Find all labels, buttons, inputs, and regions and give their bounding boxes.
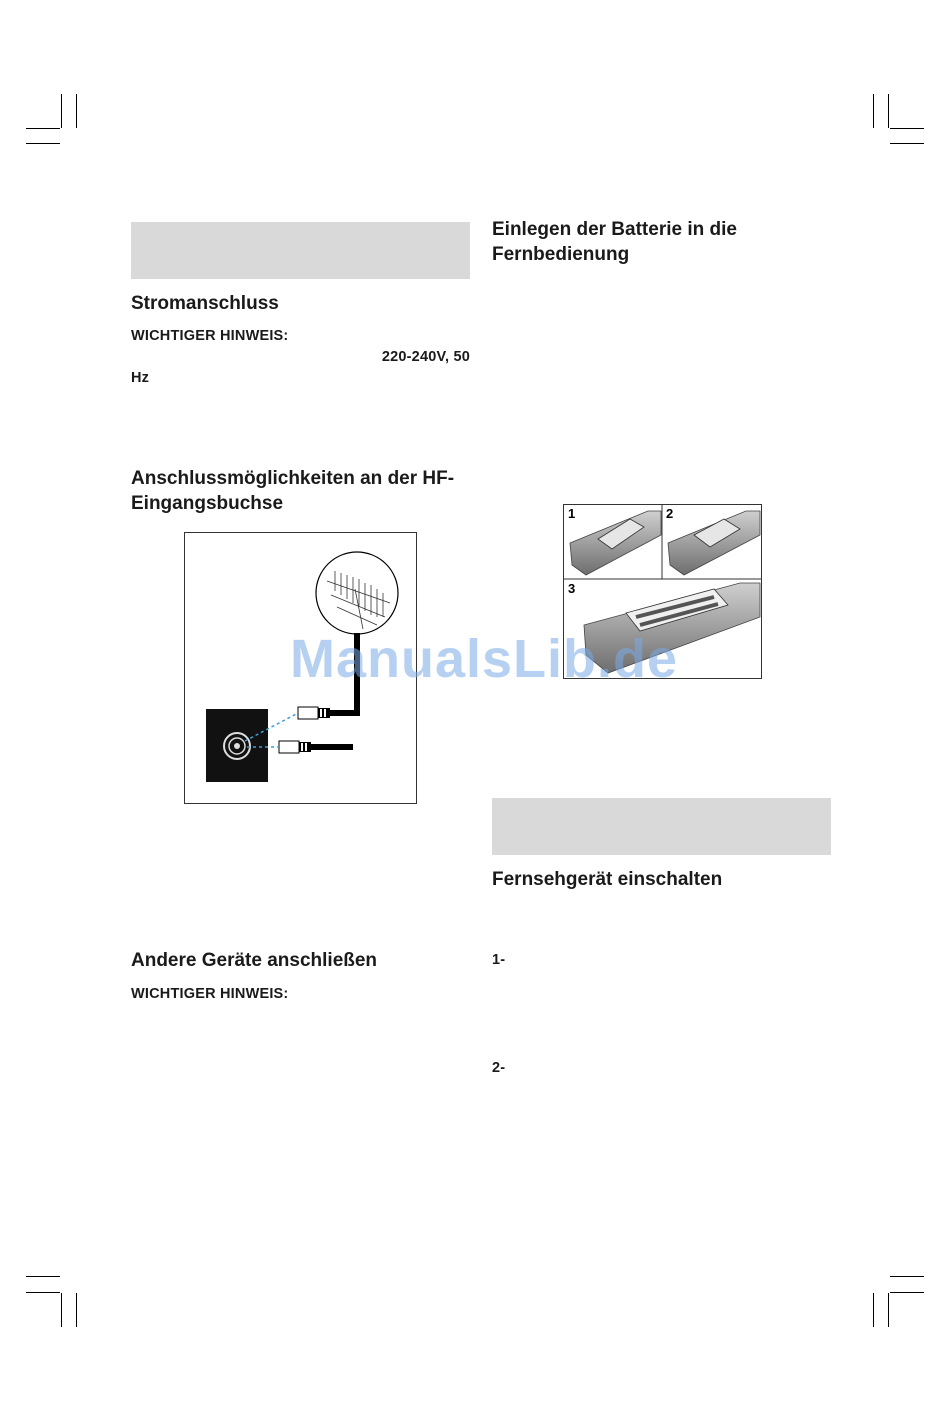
- heading-connect-other-devices: Andere Geräte anschließen: [131, 950, 378, 971]
- section-banner: [131, 222, 470, 279]
- heading-rf-input: [131, 466, 491, 516]
- crop-mark: [873, 1293, 874, 1327]
- crop-mark: [26, 143, 60, 144]
- crop-mark: [26, 1276, 60, 1277]
- crop-mark: [61, 1293, 62, 1327]
- watermark: ManualsLib.de: [290, 629, 679, 689]
- frequency-unit: Hz: [131, 370, 150, 386]
- important-note-label: WICHTIGER HINWEIS:: [131, 328, 289, 344]
- heading-tv-on: Fernsehgerät einschalten: [492, 869, 723, 890]
- crop-mark: [26, 1292, 60, 1293]
- heading-battery-line2: Fernbedienung: [492, 244, 630, 265]
- heading-rf-input-line2: Eingangsbuchse: [131, 493, 284, 514]
- crop-mark: [61, 94, 62, 128]
- voltage-value: 220-240V, 50: [381, 349, 470, 365]
- step-2-marker: 2-: [492, 1060, 506, 1076]
- crop-mark: [76, 94, 77, 128]
- heading-rf-input-line1: Anschlussmöglichkeiten an der HF-: [131, 468, 455, 489]
- crop-mark: [888, 94, 889, 128]
- crop-mark: [890, 143, 924, 144]
- step-1-marker: 1-: [492, 952, 506, 968]
- section-banner-2: [492, 798, 831, 855]
- crop-mark: [873, 94, 874, 128]
- crop-mark: [888, 1293, 889, 1327]
- crop-mark: [890, 128, 924, 129]
- important-note-label-2: WICHTIGER HINWEIS:: [131, 986, 289, 1002]
- battery-step-2: 2: [666, 506, 674, 521]
- crop-mark: [890, 1292, 924, 1293]
- heading-battery-line1: Einlegen der Batterie in die: [492, 219, 737, 240]
- crop-mark: [76, 1293, 77, 1327]
- battery-step-3: 3: [568, 581, 576, 596]
- crop-mark: [26, 128, 60, 129]
- battery-step-1: 1: [568, 506, 576, 521]
- crop-mark: [890, 1276, 924, 1277]
- heading-battery-remote: [492, 217, 832, 267]
- heading-stromanschluss: Stromanschluss: [131, 293, 279, 314]
